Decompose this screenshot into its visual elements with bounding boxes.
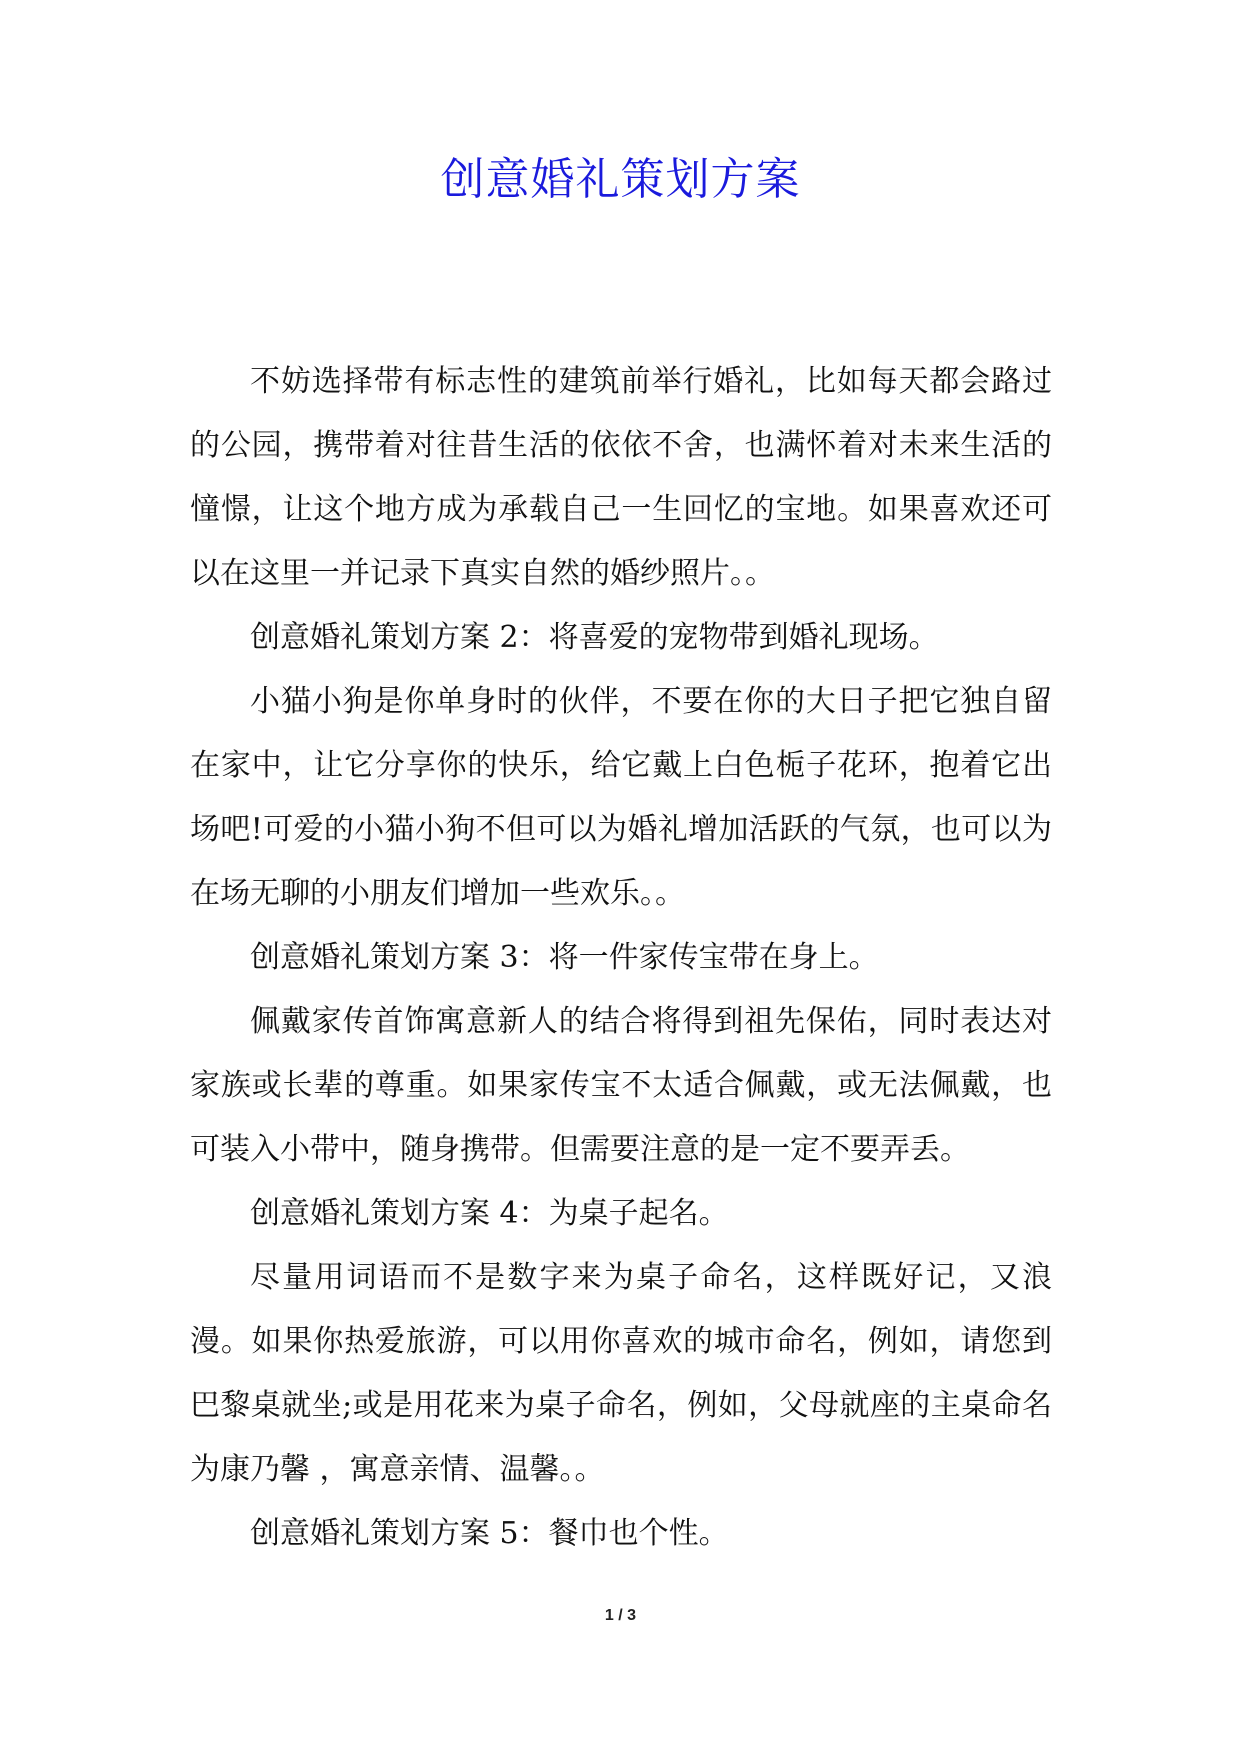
section-heading-2: 创意婚礼策划方案 2：将喜爱的宠物带到婚礼现场。 [250,620,939,655]
paragraph-pets: 小猫小狗是你单身时的伙伴，不要在你的大日子把它独自留在家中，让它分享你的快乐，给它戴上白色栀子花环，抱着它出场吧!可爱的小猫小狗不但可以为婚礼增加活跃的气氛，也可以为在场无聊的小朋友们增加一些欢乐。。 [190,684,1052,911]
page-number: 1 / 3 [604,1607,637,1624]
paragraph-table-names: 尽量用词语而不是数字来为桌子命名，这样既好记，又浪漫。如果你热爱旅游，可以用你喜欢的城市命名，例如，请您到巴黎桌就坐;或是用花来为桌子命名，例如，父母就座的主桌命名为康乃馨 ，寓意亲情、温馨。。 [190,1260,1052,1487]
section-heading-3: 创意婚礼策划方案 3：将一件家传宝带在身上。 [250,940,879,975]
section-heading-4: 创意婚礼策划方案 4：为桌子起名。 [250,1196,729,1231]
section-heading-5: 创意婚礼策划方案 5：餐巾也个性。 [250,1516,729,1551]
document-title: 创意婚礼策划方案 [440,154,801,205]
paragraph-heirloom: 佩戴家传首饰寓意新人的结合将得到祖先保佑，同时表达对家族或长辈的尊重。如果家传宝不太适合佩戴，或无法佩戴，也可装入小带中，随身携带。但需要注意的是一定不要弄丢。 [190,1004,1052,1167]
document-body [190,350,1052,1566]
paragraph-intro: 不妨选择带有标志性的建筑前举行婚礼，比如每天都会路过的公园，携带着对往昔生活的依依不舍，也满怀着对未来生活的憧憬，让这个地方成为承载自己一生回忆的宝地。如果喜欢还可以在这里一并记录下真实自然的婚纱照片。。 [190,364,1052,591]
